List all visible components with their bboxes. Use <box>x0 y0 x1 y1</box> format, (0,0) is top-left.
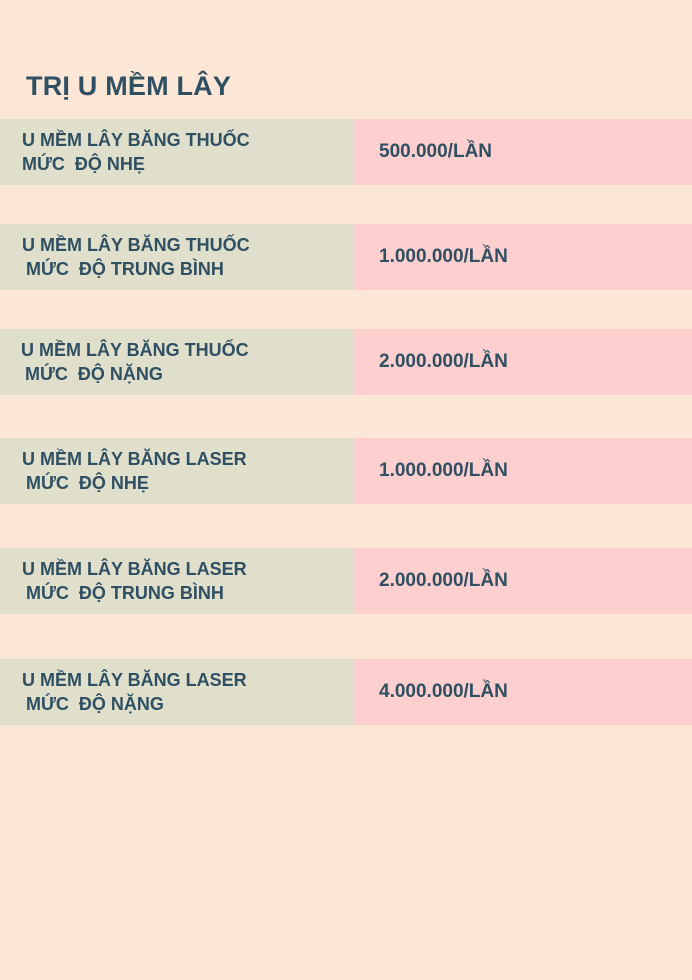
service-cell <box>0 548 353 614</box>
service-cell <box>0 329 353 395</box>
price-row <box>0 438 692 504</box>
service-cell <box>0 438 353 504</box>
price-cell <box>353 659 692 725</box>
page-title: TRỊ U MỀM LÂY <box>26 71 232 101</box>
service-name: U MỀM LÂY BĂNG LASER <box>22 559 247 579</box>
service-severity: MỨC ĐỘ NẶNG <box>25 364 163 384</box>
service-name: U MỀM LÂY BĂNG LASER <box>22 449 247 469</box>
service-severity: MỨC ĐỘ NHẸ <box>22 154 145 174</box>
service-severity: MỨC ĐỘ NHẸ <box>26 473 149 493</box>
price-row <box>0 224 692 290</box>
service-name: U MỀM LÂY BĂNG LASER <box>22 670 247 690</box>
price-cell <box>353 119 692 185</box>
service-name: U MỀM LÂY BĂNG THUỐC <box>22 235 250 255</box>
price-value: 1.000.000/LẦN <box>379 460 508 481</box>
price-value: 500.000/LẦN <box>379 141 493 162</box>
service-cell <box>0 224 353 290</box>
price-cell <box>353 329 692 395</box>
price-cell <box>353 548 692 614</box>
price-row <box>0 659 692 725</box>
price-row <box>0 329 692 395</box>
price-row <box>0 119 692 185</box>
price-row <box>0 548 692 614</box>
service-name: U MỀM LÂY BĂNG THUỐC <box>22 130 250 150</box>
service-cell <box>0 659 353 725</box>
service-severity: MỨC ĐỘ NẶNG <box>26 694 164 714</box>
service-name: U MỀM LÂY BĂNG THUỐC <box>21 340 249 360</box>
price-cell <box>353 224 692 290</box>
price-value: 2.000.000/LẦN <box>379 351 508 372</box>
price-value: 2.000.000/LẦN <box>379 570 508 591</box>
price-value: 1.000.000/LẦN <box>379 246 508 267</box>
price-value: 4.000.000/LẦN <box>379 681 508 702</box>
price-cell <box>353 438 692 504</box>
service-cell <box>0 119 353 185</box>
service-severity: MỨC ĐỘ TRUNG BÌNH <box>26 259 224 279</box>
service-severity: MỨC ĐỘ TRUNG BÌNH <box>26 583 224 603</box>
